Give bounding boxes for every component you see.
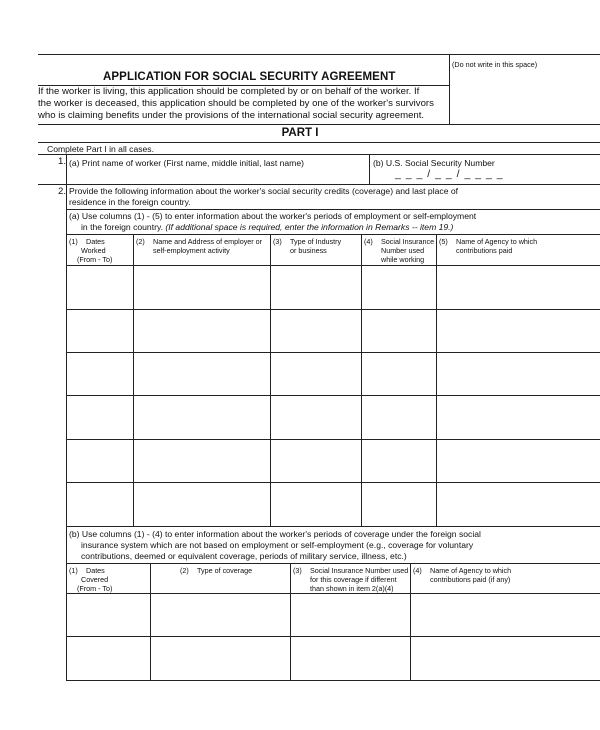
item1-number: 1. <box>57 156 66 167</box>
table-a-row[interactable] <box>67 440 600 481</box>
part1-top-rule <box>38 124 600 125</box>
table-a-header-dates: (1) Dates Worked (From - To) <box>69 237 113 264</box>
table-a-row[interactable] <box>67 310 600 351</box>
office-use-note: (Do not write in this space) <box>452 60 538 69</box>
table-b-header-agency: (4) Name of Agency to which contributions paid (if any) <box>413 566 512 584</box>
table-a-row[interactable] <box>67 396 600 438</box>
table-b-top-rule <box>66 563 600 564</box>
ssn-field[interactable]: _ _ _ / _ _ / _ _ _ _ <box>395 168 504 180</box>
table-b-row[interactable] <box>67 637 600 679</box>
table-a-header-ssn: (4) Social Insurance Number used while working <box>364 237 435 264</box>
item2a-instruction: (a) Use columns (1) - (5) to enter information about the worker's periods of employment or self-employment in the foreign country. (If additional space is required, enter the information in Remarks -- item 19.) <box>69 211 477 232</box>
item2-number: 2. <box>57 186 66 197</box>
table-a-header-industry: (3) Type of Industry or business <box>273 237 342 255</box>
table-a-header-agency: (5) Name of Agency to which contributions paid <box>439 237 538 255</box>
item2-intro-rule <box>66 209 600 210</box>
table-a-bottom-rule <box>66 526 600 527</box>
part1-heading: PART I <box>281 127 319 139</box>
form-title: APPLICATION FOR SOCIAL SECURITY AGREEMENT <box>103 71 396 83</box>
part1-instruction: Complete Part I in all cases. <box>47 144 154 154</box>
item2b-instruction: (b) Use columns (1) - (4) to enter information about the worker's periods of coverage under the foreign social insurance system which are not based on employment or self-employment (e.g., coverage for voluntary contributions, deemed or equivalent coverage, periods of military service, illness, etc.) <box>69 529 481 561</box>
table-b-header-dates: (1) Dates Covered (From - To) <box>69 566 113 593</box>
ssn-label: (b) U.S. Social Security Number <box>373 158 495 168</box>
table-b-row-rule <box>66 680 600 681</box>
table-b-row[interactable] <box>67 594 600 635</box>
office-use-divider <box>449 54 450 124</box>
table-a-row[interactable] <box>67 266 600 308</box>
worker-name-label: (a) Print name of worker (First name, middle initial, last name) <box>69 158 304 168</box>
top-rule <box>38 54 600 55</box>
table-a-top-rule <box>66 234 600 235</box>
worker-name-field[interactable] <box>67 168 367 183</box>
table-b-header-ssn: (3) Social Insurance Number used for this coverage if different than shown in item 2(a)(4) <box>293 566 409 593</box>
item2-intro: Provide the following information about the worker's social security credits (coverage) and last place of residence in the foreign country. <box>69 186 459 207</box>
item1-middle-divider <box>369 154 370 184</box>
table-b-header-type: (2) Type of coverage <box>180 566 253 575</box>
instruction-rule <box>38 154 600 155</box>
intro-paragraph: If the worker is living, this application should be completed by or on behalf of the worker. If the worker is deceased, this application should be completed by one of the worker's survivors who is claiming benefits under the provisions of the international social security agreement. <box>38 86 434 121</box>
part1-heading-rule <box>38 142 600 143</box>
table-a-row[interactable] <box>67 483 600 525</box>
table-a-header-employer: (2) Name and Address of employer or self-employment activity <box>136 237 263 255</box>
table-a-row[interactable] <box>67 353 600 394</box>
item1-bottom-rule <box>38 184 600 185</box>
